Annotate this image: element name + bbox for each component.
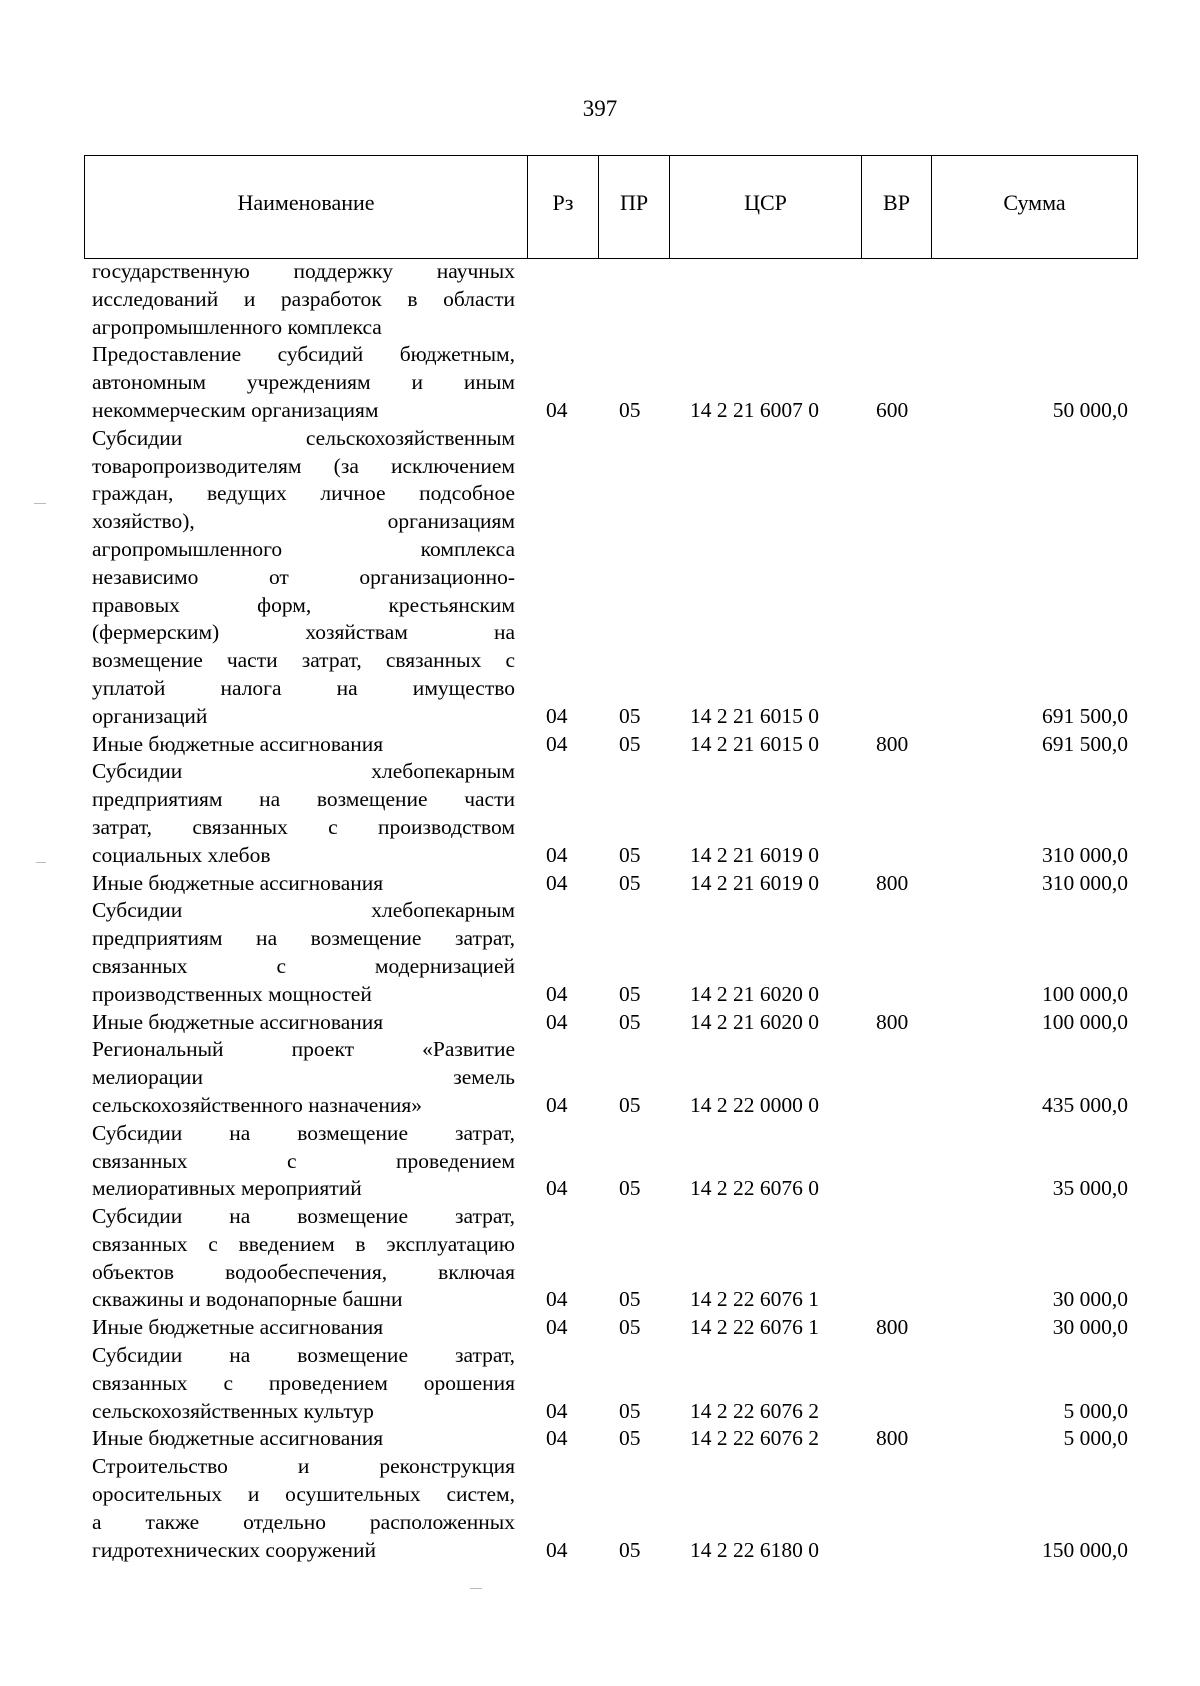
- row-name-line: затрат, связанных с производством: [92, 814, 515, 839]
- row-name-line: независимо от организационно-: [92, 564, 515, 589]
- scan-mark: [34, 503, 46, 504]
- row-rz: 04: [546, 1287, 568, 1312]
- table-row: [0, 258, 1200, 341]
- header-sum: Сумма: [1003, 190, 1066, 215]
- row-vr: 800: [876, 731, 909, 756]
- row-name-line: автономным учреждениям и иным: [92, 370, 515, 395]
- row-name: [92, 1425, 515, 1453]
- row-name: [92, 731, 515, 759]
- row-csr: 14 2 21 6015 0: [690, 703, 819, 728]
- row-sum: 5 000,0: [1063, 1426, 1128, 1451]
- row-pr: 05: [619, 870, 641, 895]
- scan-mark: [470, 1588, 482, 1589]
- table-row: [0, 1120, 1200, 1203]
- row-sum: 691 500,0: [1042, 731, 1128, 756]
- row-name: [92, 425, 515, 731]
- row-vr: 800: [876, 1315, 909, 1340]
- row-name-line: агропромышленного комплекса: [92, 536, 515, 561]
- row-sum: 100 000,0: [1042, 981, 1128, 1006]
- row-csr: 14 2 21 6007 0: [690, 397, 819, 422]
- row-name: [92, 1342, 515, 1425]
- row-pr: 05: [619, 703, 641, 728]
- row-csr: 14 2 21 6015 0: [690, 731, 819, 756]
- row-pr: 05: [619, 842, 641, 867]
- row-rz: 04: [546, 1009, 568, 1034]
- row-sum: 50 000,0: [1052, 397, 1128, 422]
- row-name-line: Иные бюджетные ассигнования: [92, 1009, 384, 1034]
- row-csr: 14 2 22 6076 0: [690, 1176, 819, 1201]
- row-sum: 435 000,0: [1042, 1092, 1128, 1117]
- row-csr: 14 2 22 6180 0: [690, 1537, 819, 1562]
- row-name: [92, 341, 515, 424]
- row-rz: 04: [546, 1426, 568, 1451]
- row-name-line: связанных с проведением: [92, 1148, 515, 1173]
- row-name-line: Субсидии сельскохозяйственным: [92, 425, 515, 450]
- row-rz: 04: [546, 1315, 568, 1340]
- table-row: [0, 758, 1200, 869]
- row-csr: 14 2 22 0000 0: [690, 1092, 819, 1117]
- row-sum: 100 000,0: [1042, 1009, 1128, 1034]
- row-sum: 310 000,0: [1042, 870, 1128, 895]
- table-row: [0, 1425, 1200, 1453]
- row-csr: 14 2 22 6076 1: [690, 1315, 819, 1340]
- row-name-line: предприятиям на возмещение части: [92, 787, 515, 812]
- row-pr: 05: [619, 1398, 641, 1423]
- row-name-line: мелиоративных мероприятий: [92, 1176, 362, 1201]
- row-name-line: правовых форм, крестьянским: [92, 592, 515, 617]
- row-name-line: организаций: [92, 703, 208, 728]
- row-name-line: сельскохозяйственных культур: [92, 1398, 374, 1423]
- row-name-line: исследований и разработок в области: [92, 286, 515, 311]
- row-name-line: некоммерческим организациям: [92, 397, 379, 422]
- row-name-line: Иные бюджетные ассигнования: [92, 870, 384, 895]
- table-row: [0, 341, 1200, 424]
- header-pr: ПР: [599, 156, 670, 258]
- row-csr: 14 2 21 6020 0: [690, 981, 819, 1006]
- row-sum: 30 000,0: [1052, 1287, 1128, 1312]
- row-rz: 04: [546, 1537, 568, 1562]
- row-pr: 05: [619, 981, 641, 1006]
- table-row: [0, 425, 1200, 731]
- row-pr: 05: [619, 1315, 641, 1340]
- table-row: [0, 1342, 1200, 1425]
- row-vr: 800: [876, 870, 909, 895]
- row-name-line: Субсидии хлебопекарным: [92, 898, 515, 923]
- row-name-line: оросительных и осушительных систем,: [92, 1482, 515, 1507]
- row-name-line: связанных с проведением орошения: [92, 1370, 515, 1395]
- scan-mark: [36, 862, 46, 863]
- row-vr: 600: [876, 397, 909, 422]
- table-row: [0, 1314, 1200, 1342]
- table-row: [0, 1203, 1200, 1314]
- table-header: [84, 155, 1138, 259]
- row-rz: 04: [546, 703, 568, 728]
- row-name-line: агропромышленного комплекса: [92, 314, 382, 339]
- row-csr: 14 2 22 6076 2: [690, 1426, 819, 1451]
- row-name-line: (фермерским) хозяйствам на: [92, 620, 515, 645]
- row-name: [92, 1203, 515, 1314]
- row-name: [92, 1036, 515, 1119]
- row-name: [92, 870, 515, 898]
- row-name-line: Иные бюджетные ассигнования: [92, 731, 384, 756]
- table-row: [0, 731, 1200, 759]
- row-rz: 04: [546, 870, 568, 895]
- header-rz: Рз: [528, 156, 599, 258]
- row-rz: 04: [546, 397, 568, 422]
- row-name-line: Строительство и реконструкция: [92, 1454, 515, 1479]
- row-sum: 5 000,0: [1063, 1398, 1128, 1423]
- row-name: [92, 1120, 515, 1203]
- row-name-line: связанных с введением в эксплуатацию: [92, 1231, 515, 1256]
- row-rz: 04: [546, 1092, 568, 1117]
- row-name: [92, 258, 515, 341]
- row-csr: 14 2 21 6020 0: [690, 1009, 819, 1034]
- row-pr: 05: [619, 1092, 641, 1117]
- row-name-line: социальных хлебов: [92, 842, 271, 867]
- row-rz: 04: [546, 731, 568, 756]
- header-name: Наименование: [85, 156, 528, 258]
- row-name: [92, 758, 515, 869]
- row-name-line: Субсидии на возмещение затрат,: [92, 1204, 515, 1229]
- row-name-line: граждан, ведущих личное подсобное: [92, 481, 515, 506]
- row-name-line: Субсидии хлебопекарным: [92, 759, 515, 784]
- row-csr: 14 2 22 6076 2: [690, 1398, 819, 1423]
- row-name-line: сельскохозяйственного назначения»: [92, 1092, 422, 1117]
- row-pr: 05: [619, 1009, 641, 1034]
- row-name: [92, 897, 515, 1008]
- row-pr: 05: [619, 397, 641, 422]
- row-pr: 05: [619, 1176, 641, 1201]
- row-name-line: Предоставление субсидий бюджетным,: [92, 342, 515, 367]
- row-rz: 04: [546, 842, 568, 867]
- table-row: [0, 897, 1200, 1008]
- row-sum: 35 000,0: [1052, 1176, 1128, 1201]
- row-rz: 04: [546, 981, 568, 1006]
- row-name-line: Субсидии на возмещение затрат,: [92, 1120, 515, 1145]
- row-rz: 04: [546, 1176, 568, 1201]
- header-csr: ЦСР: [670, 156, 862, 258]
- page-number: 397: [582, 96, 618, 121]
- row-name-line: Региональный проект «Развитие: [92, 1037, 515, 1062]
- row-name-line: возмещение части затрат, связанных с: [92, 648, 515, 673]
- row-name-line: товаропроизводителям (за исключением: [92, 453, 515, 478]
- table-row: [0, 1036, 1200, 1119]
- row-csr: 14 2 21 6019 0: [690, 842, 819, 867]
- row-name: [92, 1009, 515, 1037]
- row-name-line: производственных мощностей: [92, 981, 372, 1006]
- row-csr: 14 2 22 6076 1: [690, 1287, 819, 1312]
- row-csr: 14 2 21 6019 0: [690, 870, 819, 895]
- row-pr: 05: [619, 1426, 641, 1451]
- table-row: [0, 870, 1200, 898]
- row-rz: 04: [546, 1398, 568, 1423]
- row-pr: 05: [619, 731, 641, 756]
- row-name-line: объектов водообеспечения, включая: [92, 1259, 515, 1284]
- row-name-line: связанных с модернизацией: [92, 953, 515, 978]
- row-name-line: государственную поддержку научных: [92, 259, 515, 283]
- row-name-line: хозяйство), организациям: [92, 509, 515, 534]
- row-pr: 05: [619, 1537, 641, 1562]
- row-sum: 30 000,0: [1052, 1315, 1128, 1340]
- table-row: [0, 1009, 1200, 1037]
- row-name-line: Субсидии на возмещение затрат,: [92, 1343, 515, 1368]
- row-name-line: скважины и водонапорные башни: [92, 1287, 403, 1312]
- row-name-line: Иные бюджетные ассигнования: [92, 1426, 384, 1451]
- row-name-line: Иные бюджетные ассигнования: [92, 1315, 384, 1340]
- row-sum: 150 000,0: [1042, 1537, 1128, 1562]
- row-sum: 691 500,0: [1042, 703, 1128, 728]
- row-name: [92, 1314, 515, 1342]
- row-sum: 310 000,0: [1042, 842, 1128, 867]
- row-name-line: мелиорации земель: [92, 1065, 515, 1090]
- row-name-line: предприятиям на возмещение затрат,: [92, 926, 515, 951]
- table-body: [0, 258, 1200, 1564]
- row-name-line: уплатой налога на имущество: [92, 675, 515, 700]
- header-vr: ВР: [862, 156, 932, 258]
- row-name-line: гидротехнических сооружений: [92, 1537, 377, 1562]
- row-vr: 800: [876, 1009, 909, 1034]
- table-row: [0, 1453, 1200, 1564]
- row-vr: 800: [876, 1426, 909, 1451]
- row-name: [92, 1453, 515, 1564]
- row-pr: 05: [619, 1287, 641, 1312]
- row-name-line: а также отдельно расположенных: [92, 1509, 515, 1534]
